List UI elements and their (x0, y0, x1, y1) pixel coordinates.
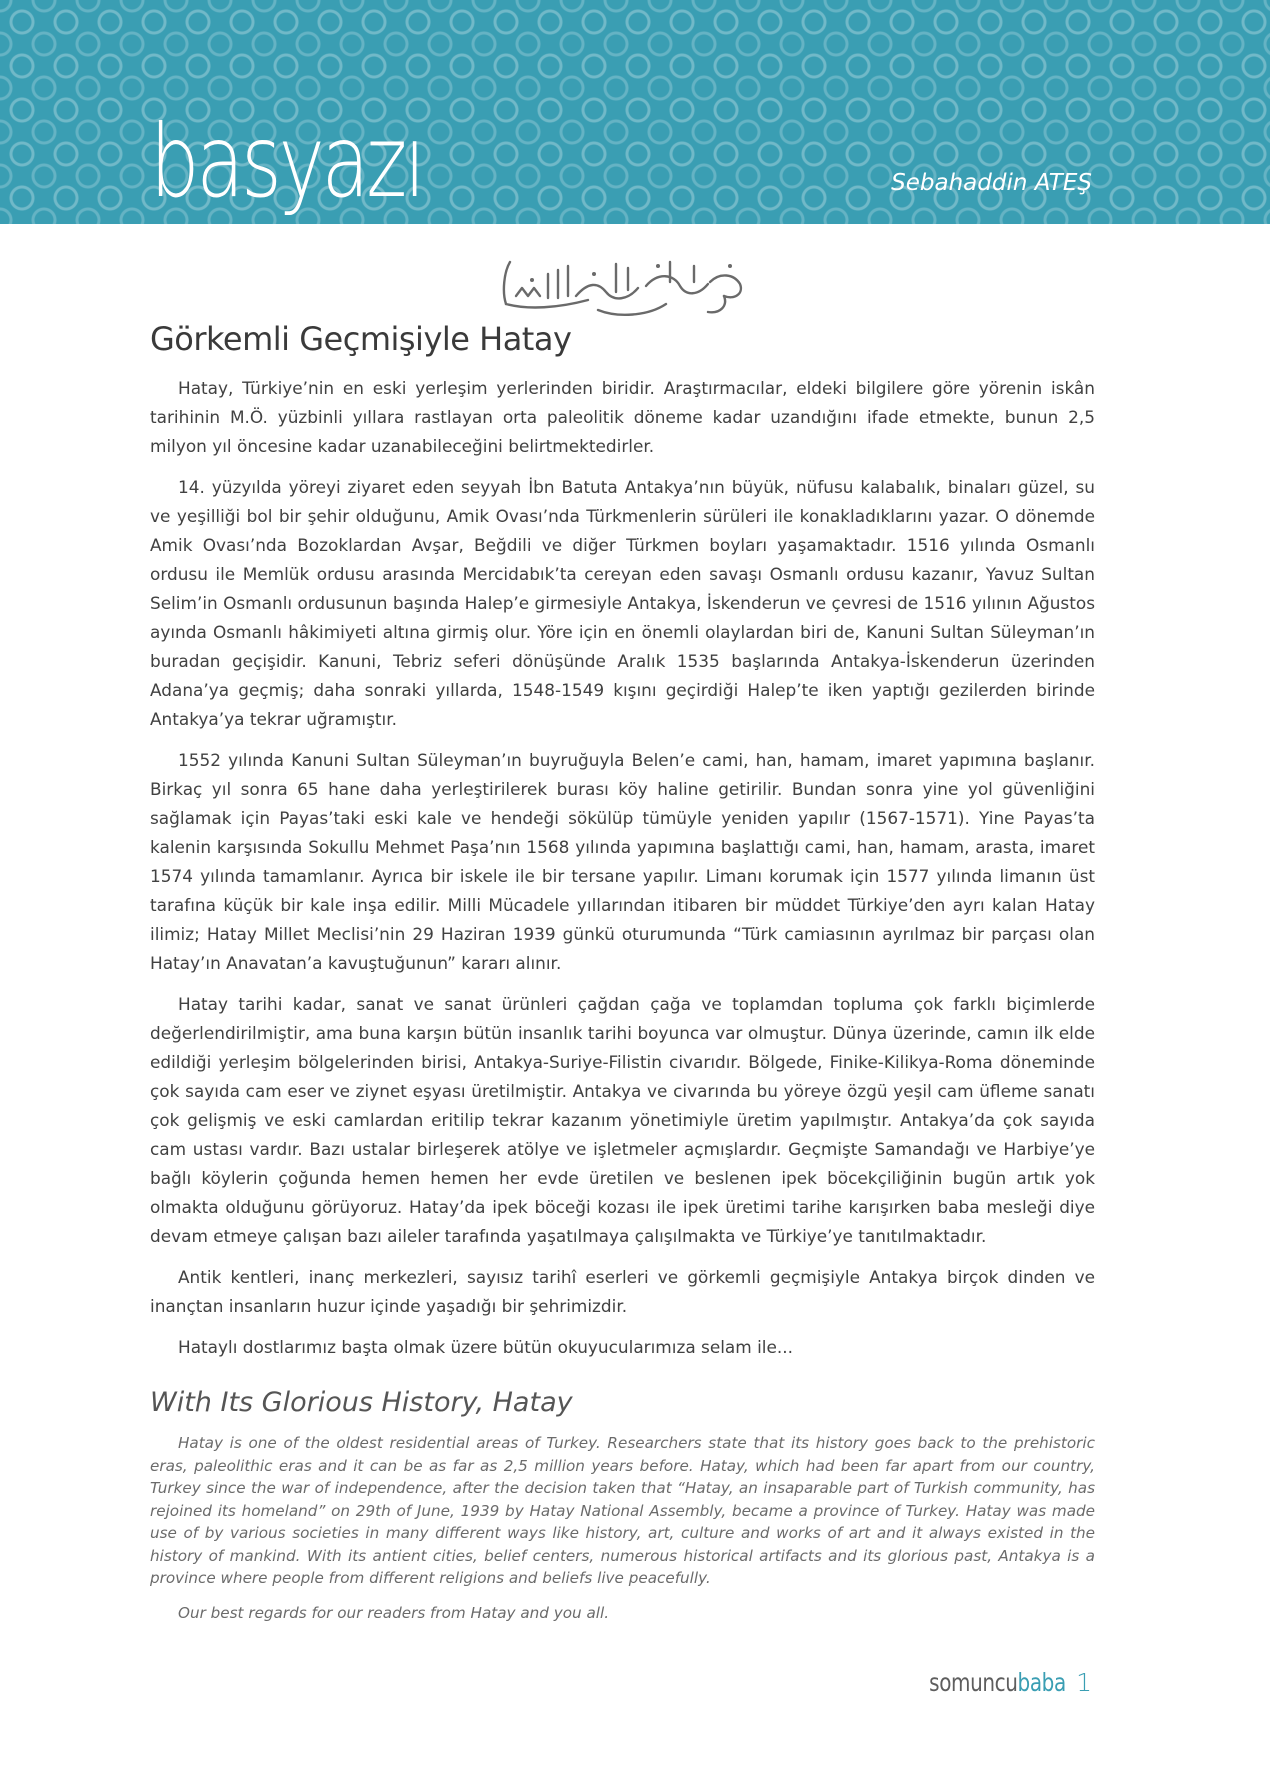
article-paragraph-2: 14. yüzyılda yöreyi ziyaret eden seyyah İbn Batuta Antakya’nın büyük, nüfusu kalabalık, binaları güzel, su ve yeşilliği bol bir şehir olduğunu, Amik Ovası’nda Türkmenlerin sürüleri ile konakladıklarını yazar. O dönemde Amik Ovası’nda Bozoklardan Avşar, Beğdili ve diğer Türkmen boyları yaşamaktadır. 1516 yılında Osmanlı ordusu ile Memlük ordusu arasında Mercidabık’ta cereyan eden savaşı Osmanlı ordusu kazanır, Yavuz Sultan Selim’in Osmanlı ordusunun başında Halep’e girmesiyle Antakya, İskenderun ve çevresi de 1516 yılının Ağustos ayında Osmanlı hâkimiyeti altına girmiş olur. Yöre için en önemli olaylardan biri de, Kanuni Sultan Süleyman’ın buradan geçişidir. Kanuni, Tebriz seferi dönüşünde Aralık 1535 başlarında Antakya-İskenderun üzerinden Adana’ya geçmiş; daha sonraki yıllarda, 1548-1549 kışını geçirdiği Halep’te iken yaptığı gezilerden birinde Antakya’ya tekrar uğramıştır. (150, 477, 1095, 729)
main-content (150, 318, 1095, 1636)
magazine-logo-suffix: baba (1017, 1668, 1067, 1697)
english-paragraph-2: Our best regards for our readers from Hatay and you all. (178, 1603, 610, 1622)
article-title: Görkemli Geçmişiyle Hatay (150, 320, 572, 358)
turkish-article-body (150, 374, 1095, 1362)
article-paragraph-3: 1552 yılında Kanuni Sultan Süleyman’ın buyruğuyla Belen’e cami, han, hamam, imaret yapımına başlanır. Birkaç yıl sonra 65 hane daha yerleştirilerek burası köy haline getirilir. Bundan sonra yine yol güvenliğini sağlamak için Payas’taki eski kale ve hendeği sökülüp tümüyle yeniden yapılır (1567-1571). Yine Payas’ta kalenin karşısında Sokullu Mehmet Paşa’nın 1568 yılında yapımına başlattığı cami, han, hamam, arasta, imaret 1574 yılında tamamlanır. Ayrıca bir iskele ile bir tersane yapılır. Limanı korumak için 1577 yılında limanın üst tarafına küçük bir kale inşa edilir. Milli Mücadele yıllarından itibaren bir müddet Türkiye’den ayrı kalan Hatay ilimiz; Hatay Millet Meclisi’nin 29 Haziran 1939 günkü oturumunda “Türk camiasının ayrılmaz bir parçası olan Hatay’ın Anavatan’a kavuştuğunun” kararı alınır. (150, 750, 1095, 973)
english-article-body (150, 1432, 1095, 1624)
basmala-calligraphy-icon (498, 252, 748, 322)
english-title: With Its Glorious History, Hatay (150, 1387, 573, 1418)
article-paragraph-5: Antik kentleri, inanç merkezleri, sayısız tarihî eserleri ve görkemli geçmişiyle Antakya birçok dinden ve inançtan insanların huzur içinde yaşadığı bir şehrimizdir. (150, 1267, 1095, 1316)
header-banner (0, 0, 1270, 224)
magazine-logo (929, 1668, 1066, 1697)
article-paragraph-4: Hatay tarihi kadar, sanat ve sanat ürünleri çağdan çağa ve toplamdan topluma çok farklı biçimlerde değerlendirilmiştir, ama buna karşın bütün insanlık tarihi boyunca var olmuştur. Dünya üzerinde, camın ilk elde edildiği yerleşim bölgelerinden birisi, Antakya-Suriye-Filistin civarıdır. Bölgede, Finike-Kilikya-Roma döneminde çok sayıda cam eser ve ziynet eşyası üretilmiştir. Antakya ve civarında bu yöreye özgü yeşil cam üfleme sanatı çok gelişmiş ve eski camlardan eritilip tekrar kazanım yönetimiyle üretim yapılmıştır. Antakya’da çok sayıda cam ustası vardır. Bazı ustalar birleşerek atölye ve işletmeler açmışlardır. Geçmişte Samandağı ve Harbiye’ye bağlı köylerin çoğunda hemen hemen her evde üretilen ve beslenen ipek böcekçiliğinin bugün artık yok olmakta olduğunu görüyoruz. Hatay’da ipek böceği kozası ile ipek üretimi tarihe karışırken baba mesleği diye devam etmeye çalışan bazı aileler tarafında yaşatılmaya çalışılmakta ve Türkiye’ye tanıtılmaktadır. (150, 994, 1095, 1246)
page-number: 1 (1076, 1668, 1092, 1697)
magazine-logo-prefix: somuncu (929, 1668, 1018, 1697)
author-name: Sebahaddin ATEŞ (891, 170, 1092, 196)
page-footer (895, 1668, 1092, 1697)
article-paragraph-6: Hataylı dostlarımız başta olmak üzere bütün okuyucularımıza selam ile... (178, 1337, 793, 1357)
section-title: basyazı (150, 103, 423, 220)
english-paragraph-1: Hatay is one of the oldest residential areas of Turkey. Researchers state that its history goes back to the prehistoric eras, paleolithic eras and it can be as far as 2,5 million years before. Hatay, which had been far apart from our country, Turkey since the war of independence, after the decision taken that “Hatay, an insaparable part of Turkish community, has rejoined its homeland” on 29th of June, 1939 by Hatay National Assembly, became a province of Turkey. Hatay was made use of by various societies in many different ways like history, art, culture and works of art and it always existed in the history of mankind. With its antient cities, belief centers, numerous historical artifacts and its glorious past, Antakya is a province where people from different religions and beliefs live peacefully. (150, 1434, 1095, 1587)
article-paragraph-1: Hatay, Türkiye’nin en eski yerleşim yerlerinden biridir. Araştırmacılar, eldeki bilgilere göre yörenin iskân tarihinin M.Ö. yüzbinli yıllara rastlayan orta paleolitik döneme kadar uzandığını ifade etmekte, bunun 2,5 milyon yıl öncesine kadar uzanabileceğini belirtmektedirler. (150, 378, 1095, 456)
